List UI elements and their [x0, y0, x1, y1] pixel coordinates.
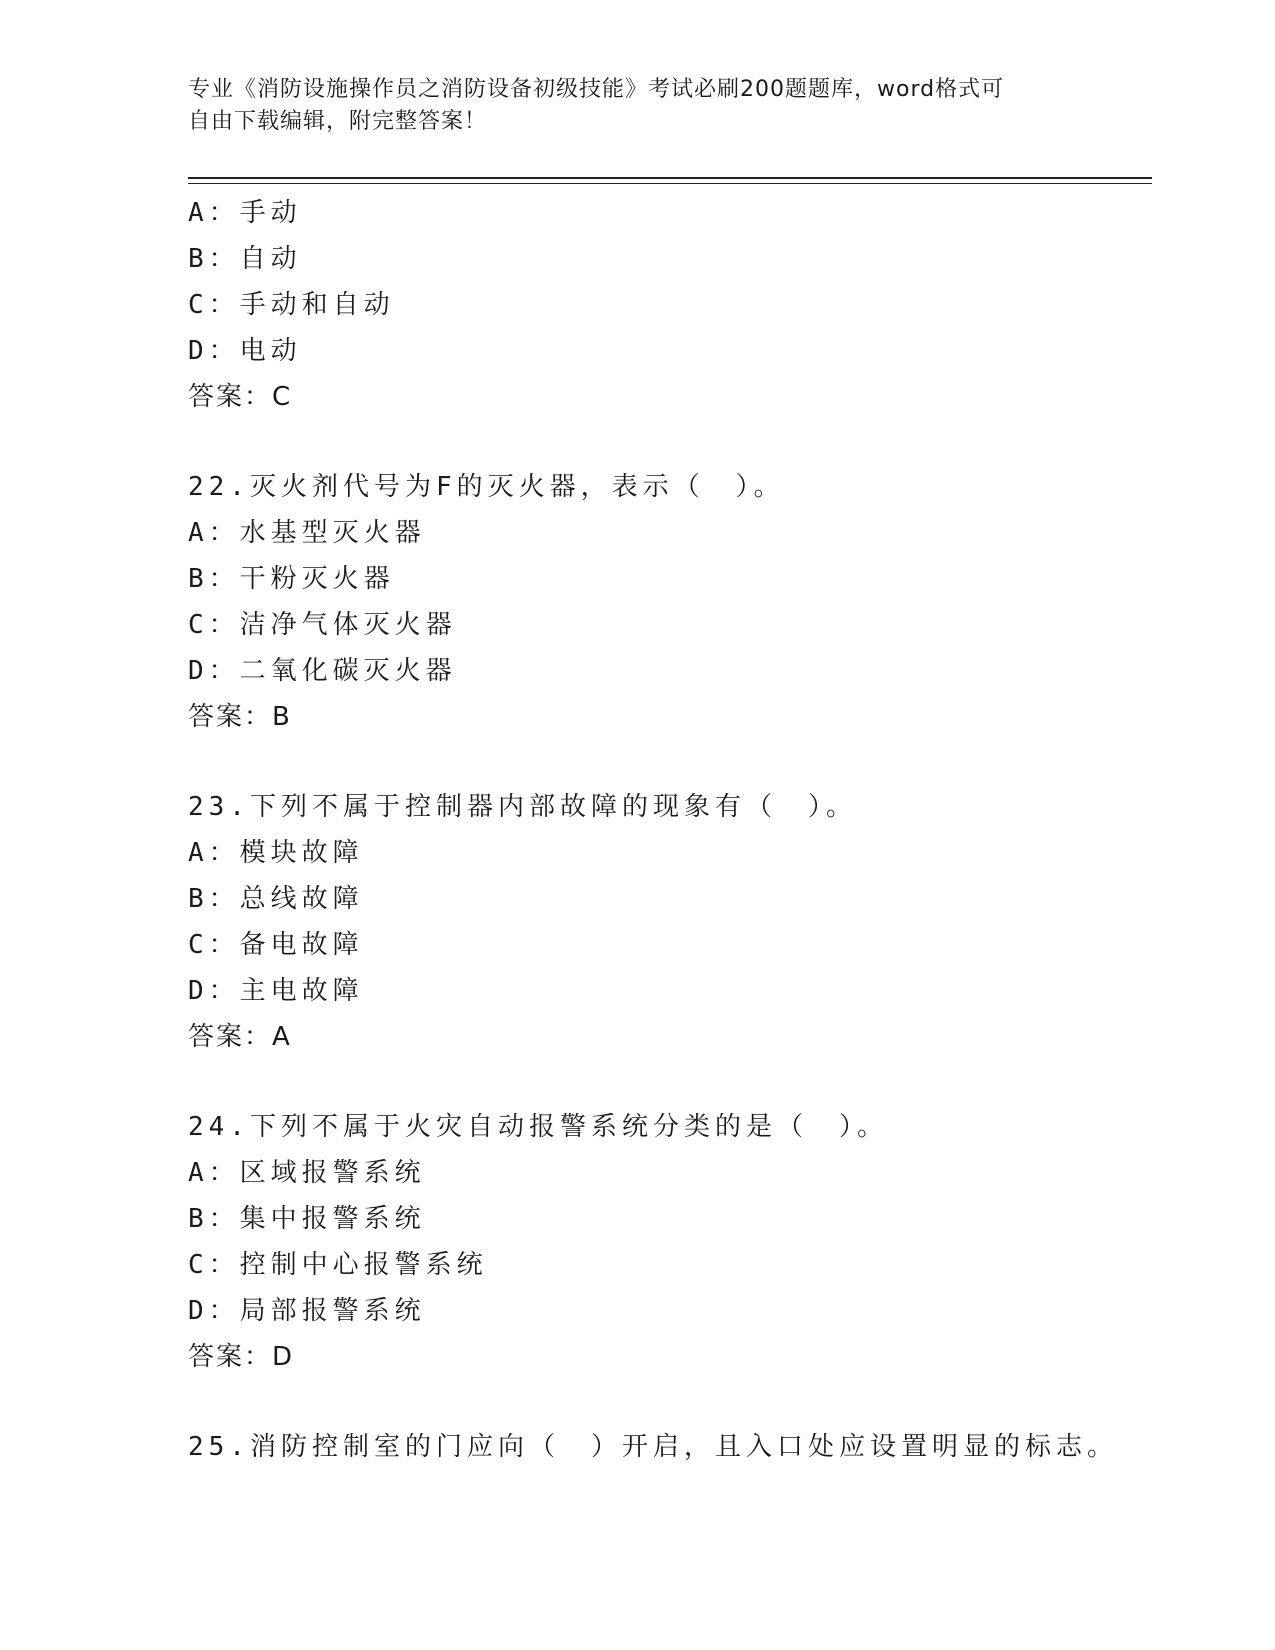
question-24	[188, 1104, 1188, 1380]
option-c: C：控制中心报警系统	[188, 1250, 488, 1280]
option-b: B：自动	[188, 244, 302, 274]
question-stem: 25.消防控制室的门应向（ ）开启，且入口处应设置明显的标志。	[188, 1432, 1118, 1462]
answer-line: 答案：C	[188, 382, 293, 412]
option-b: B：集中报警系统	[188, 1204, 426, 1234]
option-a: A：水基型灭火器	[188, 518, 426, 548]
question-stem: 24.下列不属于火灾自动报警系统分类的是（ ）。	[188, 1112, 888, 1142]
question-25	[188, 1424, 1188, 1470]
option-b: B：干粉灭火器	[188, 564, 395, 594]
option-d: D：局部报警系统	[188, 1296, 426, 1326]
question-22	[188, 464, 1188, 740]
header-line-2: 自由下载编辑，附完整答案！	[188, 109, 488, 134]
document-header	[188, 74, 1068, 138]
question-stem: 23.下列不属于控制器内部故障的现象有（ ）。	[188, 792, 857, 822]
header-line-1: 专业《消防设施操作员之消防设备初级技能》考试必刷200题题库，word格式可	[188, 77, 1005, 102]
option-a: A：手动	[188, 198, 302, 228]
header-rule-thick	[188, 177, 1152, 179]
option-d: D：二氧化碳灭火器	[188, 656, 457, 686]
option-b: B：总线故障	[188, 884, 364, 914]
option-a: A：区域报警系统	[188, 1158, 426, 1188]
question-stem: 22.灭火剂代号为F的灭火器，表示（ ）。	[188, 472, 785, 502]
question-21-continued	[188, 190, 1188, 420]
question-23	[188, 784, 1188, 1060]
option-c: C：手动和自动	[188, 290, 395, 320]
answer-line: 答案：A	[188, 1022, 292, 1052]
question-list	[188, 190, 1188, 1470]
answer-line: 答案：B	[188, 702, 292, 732]
option-a: A：模块故障	[188, 838, 364, 868]
option-c: C：备电故障	[188, 930, 364, 960]
option-d: D：电动	[188, 336, 302, 366]
header-rule-thin	[188, 183, 1152, 184]
option-d: D：主电故障	[188, 976, 364, 1006]
option-c: C：洁净气体灭火器	[188, 610, 457, 640]
answer-line: 答案：D	[188, 1342, 295, 1372]
